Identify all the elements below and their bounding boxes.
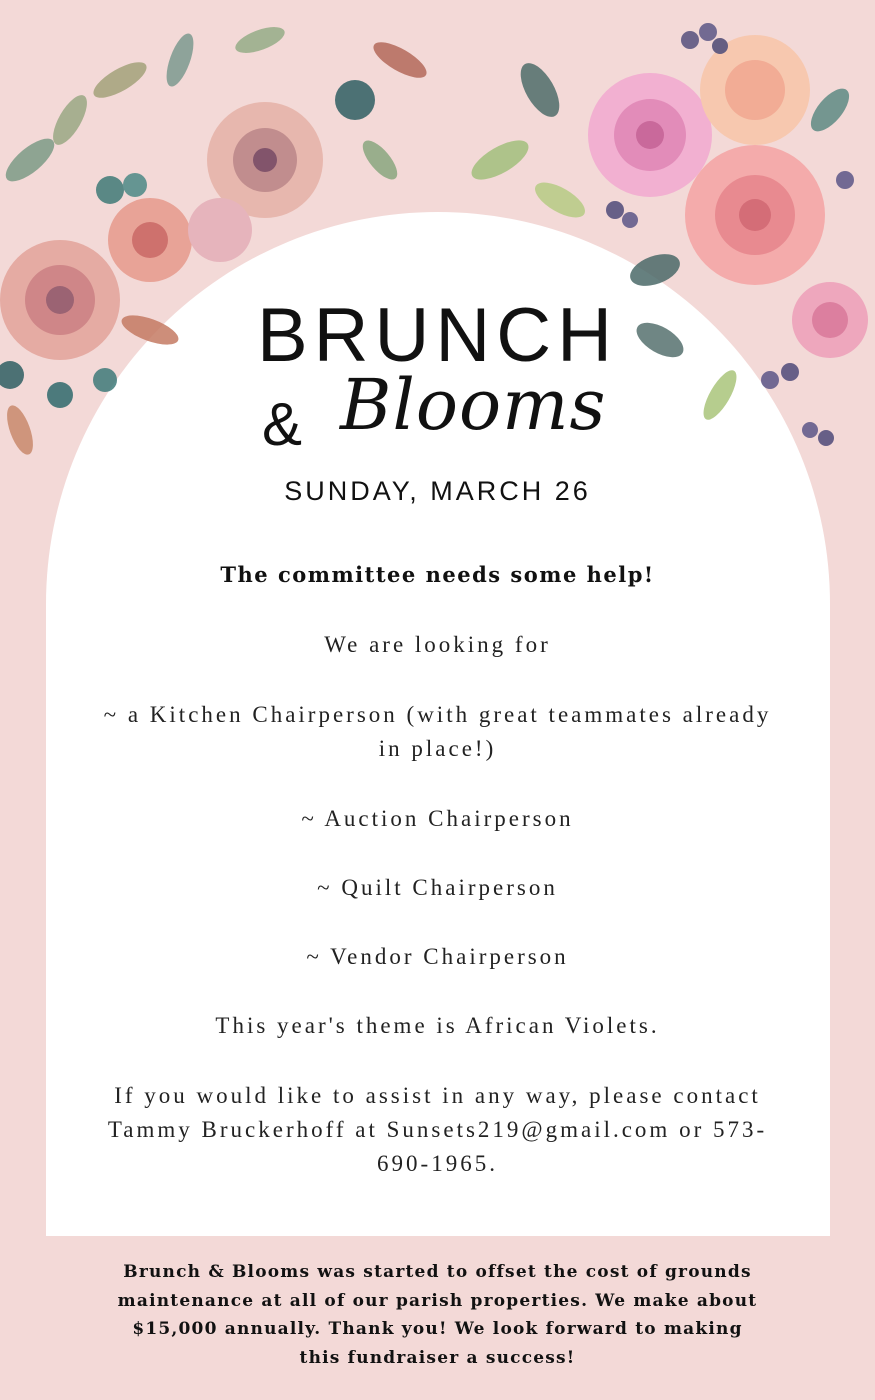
- contact-text: If you would like to assist in any way, please contact Tammy Bruckerhoff at Sunsets219@gmail.com or 573-690-1965.: [107, 1083, 768, 1176]
- title-blooms-script: Blooms: [340, 364, 607, 446]
- role-kitchen: ~ a Kitchen Chairperson (with great teammates already in place!): [103, 702, 772, 761]
- role-vendor: ~ Vendor Chairperson: [306, 944, 569, 969]
- event-date: SUNDAY, MARCH 26: [284, 476, 591, 506]
- role-auction: ~ Auction Chairperson: [301, 806, 574, 831]
- intro-text: We are looking for: [324, 632, 551, 657]
- title-ampersand: &: [262, 391, 303, 458]
- headline: The committee needs some help!: [220, 562, 655, 587]
- role-quilt: ~ Quilt Chairperson: [317, 875, 558, 900]
- theme-text: This year's theme is African Violets.: [215, 1013, 660, 1038]
- title-brunch: BRUNCH: [256, 293, 619, 378]
- footer-text: Brunch & Blooms was started to offset the cost of grounds maintenance at all of our parish properties. We make about $15,000 annually. Thank you! We look forward to making this fundraiser a success!: [117, 1262, 758, 1368]
